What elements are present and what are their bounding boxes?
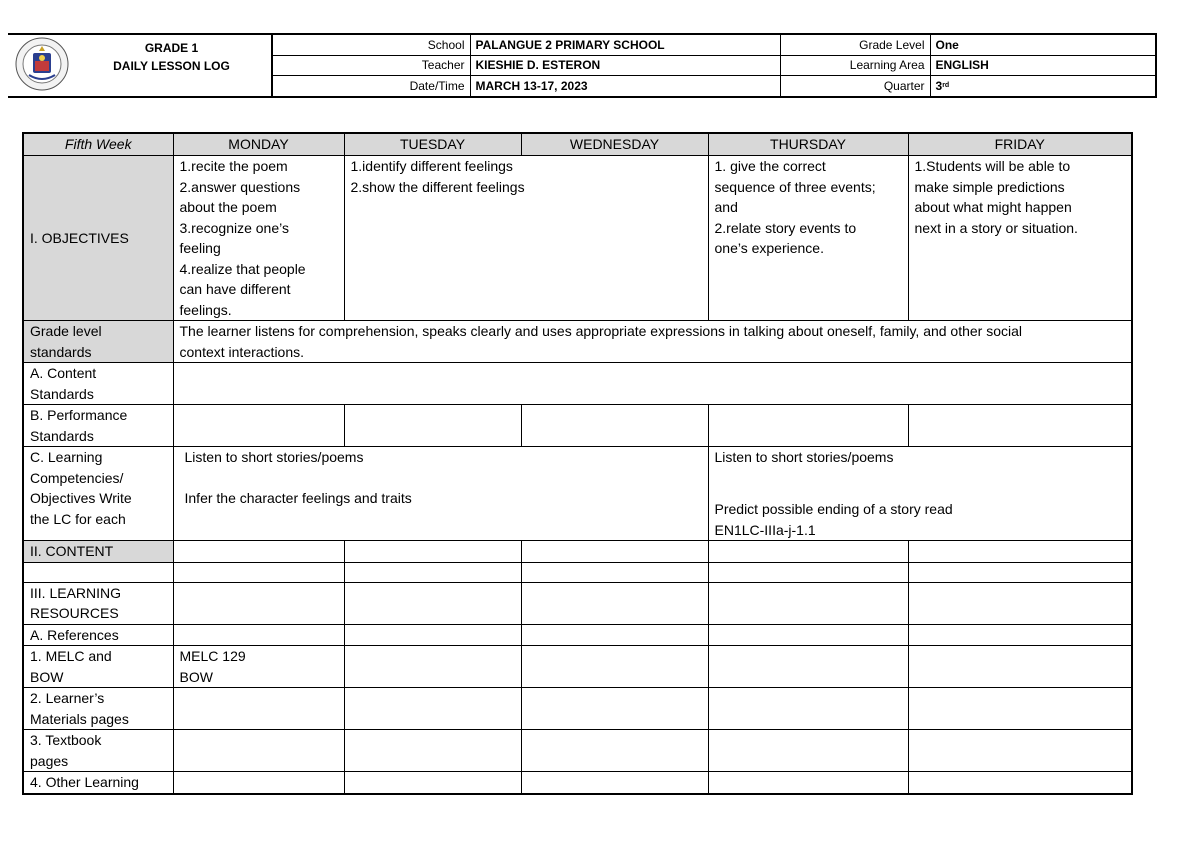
lesson-log-header	[8, 33, 1156, 95]
performance-standards-row	[23, 405, 1132, 447]
objective-line: about the poem	[179, 199, 277, 215]
content-standards-label	[23, 363, 173, 405]
melc-bow-thursday	[708, 646, 908, 688]
monday-header: MONDAY	[173, 133, 344, 156]
melc-bow-row	[23, 646, 1132, 688]
label-line: standards	[30, 343, 92, 360]
label-line: the LC for each	[30, 510, 126, 527]
materials-thursday	[708, 688, 908, 730]
label-line: pages	[30, 752, 69, 769]
quarter-suffix: rd	[942, 82, 950, 90]
wednesday-header: WEDNESDAY	[521, 133, 708, 156]
resources-tuesday	[344, 582, 521, 624]
materials-monday	[173, 688, 344, 730]
melc-bow-label	[23, 646, 173, 688]
performance-monday	[173, 405, 344, 447]
other-tuesday	[344, 772, 521, 794]
textbook-pages-label	[23, 730, 173, 772]
blank-wednesday	[521, 562, 708, 582]
grade-title: GRADE 1	[144, 40, 199, 55]
melc-bow-wednesday	[521, 646, 708, 688]
other-monday	[173, 772, 344, 794]
label-line: Competencies/	[30, 469, 124, 486]
objectives-friday	[908, 156, 1132, 321]
performance-tuesday	[344, 405, 521, 447]
learning-area-value: ENGLISH	[930, 55, 1156, 76]
grade-level-label: Grade Level	[780, 34, 930, 55]
label-line: C. Learning	[30, 449, 103, 465]
learners-materials-row	[23, 688, 1132, 730]
label-line: Materials pages	[30, 710, 129, 727]
week-header: Fifth Week	[23, 133, 173, 156]
content-tuesday	[344, 541, 521, 563]
objective-line: 1.Students will be able to	[914, 158, 1071, 174]
resources-wednesday	[521, 582, 708, 624]
references-label: A. References	[23, 624, 173, 646]
textbook-thursday	[708, 730, 908, 772]
other-learning-row	[23, 772, 1132, 794]
tuesday-header: TUESDAY	[344, 133, 521, 156]
content-monday	[173, 541, 344, 563]
competencies-thu-fri	[708, 447, 1132, 541]
competencies-mon-wed	[173, 447, 708, 541]
performance-friday	[908, 405, 1132, 447]
objective-line: 4.realize that people	[179, 260, 306, 277]
log-subtitle: DAILY LESSON LOG	[113, 58, 230, 73]
melc-line: MELC 129	[179, 648, 246, 664]
blank-tuesday	[344, 562, 521, 582]
melc-bow-friday	[908, 646, 1132, 688]
teacher-label: Teacher	[272, 55, 470, 76]
label-line: 3. Textbook	[30, 732, 102, 748]
textbook-pages-row	[23, 730, 1132, 772]
other-learning-label: 4. Other Learning	[23, 772, 173, 794]
label-line: 2. Learner’s	[30, 690, 105, 706]
label-line: Standards	[30, 385, 94, 402]
performance-thursday	[708, 405, 908, 447]
objectives-row	[23, 156, 1132, 321]
learning-competencies-row	[23, 447, 1132, 541]
objective-line: about what might happen	[914, 199, 1072, 215]
resources-monday	[173, 582, 344, 624]
objective-line: 1. give the correct	[714, 158, 826, 174]
label-line: Standards	[30, 427, 94, 444]
references-friday	[908, 624, 1132, 646]
materials-friday	[908, 688, 1132, 730]
objective-line: make simple predictions	[914, 178, 1065, 195]
melc-bow-monday	[173, 646, 344, 688]
objective-line: next in a story or situation.	[914, 219, 1078, 236]
friday-header: FRIDAY	[908, 133, 1132, 156]
datetime-label: Date/Time	[272, 76, 470, 97]
objective-line: sequence of three events;	[714, 178, 876, 195]
other-friday	[908, 772, 1132, 794]
label-line: Objectives Write	[30, 490, 132, 506]
school-value: PALANGUE 2 PRIMARY SCHOOL	[470, 34, 780, 55]
competency-line: Listen to short stories/poems	[184, 449, 364, 465]
day-header-row	[23, 133, 1132, 156]
content-wednesday	[521, 541, 708, 563]
blank-monday	[173, 562, 344, 582]
objectives-monday	[173, 156, 344, 321]
objective-line: 2.answer questions	[179, 178, 301, 195]
resources-thursday	[708, 582, 908, 624]
objectives-thursday	[708, 156, 908, 321]
materials-tuesday	[344, 688, 521, 730]
objectives-tuesday-wednesday	[344, 156, 708, 321]
label-line: Grade level	[30, 323, 102, 339]
log-title	[72, 34, 272, 97]
quarter-value	[930, 76, 1156, 97]
competency-code: EN1LC-IIIa-j-1.1	[714, 521, 816, 538]
blank-row	[23, 562, 1132, 582]
references-wednesday	[521, 624, 708, 646]
objective-line: feeling	[179, 240, 221, 256]
deped-seal-icon	[15, 37, 69, 91]
resources-friday	[908, 582, 1132, 624]
learning-competencies-label	[23, 447, 173, 541]
label-line: BOW	[30, 668, 64, 685]
content-thursday	[708, 541, 908, 563]
textbook-tuesday	[344, 730, 521, 772]
textbook-friday	[908, 730, 1132, 772]
quarter-number: 3	[935, 79, 943, 94]
grade-level-value: One	[930, 34, 1156, 55]
standards-line: The learner listens for comprehension, speaks clearly and uses appropriate expressions in talking about oneself, family, and other social	[179, 323, 1023, 339]
lesson-plan-table	[22, 132, 1133, 795]
content-row	[23, 541, 1132, 563]
thursday-header: THURSDAY	[708, 133, 908, 156]
school-label: School	[272, 34, 470, 55]
objective-line: and	[714, 199, 738, 215]
objective-line: 2.show the different feelings	[350, 178, 525, 195]
teacher-value: KIESHIE D. ESTERON	[470, 55, 780, 76]
label-line: A. Content	[30, 365, 97, 381]
competency-line: Predict possible ending of a story read	[714, 501, 953, 517]
blank-label	[23, 562, 173, 582]
learning-resources-label	[23, 582, 173, 624]
blank-thursday	[708, 562, 908, 582]
references-tuesday	[344, 624, 521, 646]
other-thursday	[708, 772, 908, 794]
other-wednesday	[521, 772, 708, 794]
performance-wednesday	[521, 405, 708, 447]
standards-line: context interactions.	[179, 343, 305, 360]
references-thursday	[708, 624, 908, 646]
label-line: RESOURCES	[30, 605, 119, 621]
content-label: II. CONTENT	[23, 541, 173, 563]
melc-bow-tuesday	[344, 646, 521, 688]
quarter-label: Quarter	[780, 76, 930, 97]
logo-cell	[8, 34, 72, 97]
datetime-value: MARCH 13-17, 2023	[470, 76, 780, 97]
objective-line: 3.recognize one’s	[179, 219, 289, 236]
learning-area-label: Learning Area	[780, 55, 930, 76]
objectives-label: I. OBJECTIVES	[23, 156, 173, 321]
materials-wednesday	[521, 688, 708, 730]
label-line: B. Performance	[30, 407, 128, 423]
content-friday	[908, 541, 1132, 563]
competency-line: Listen to short stories/poems	[714, 449, 894, 465]
objective-line: can have different	[179, 281, 291, 297]
label-line: 1. MELC and	[30, 648, 112, 664]
grade-level-standards-row	[23, 321, 1132, 363]
content-standards-value	[173, 363, 1132, 405]
objective-line: 2.relate story events to	[714, 219, 857, 236]
grade-level-standards-label	[23, 321, 173, 363]
textbook-wednesday	[521, 730, 708, 772]
references-monday	[173, 624, 344, 646]
objective-line: 1.recite the poem	[179, 158, 288, 174]
blank-friday	[908, 562, 1132, 582]
performance-standards-label	[23, 405, 173, 447]
bow-line: BOW	[179, 668, 213, 685]
objective-line: one’s experience.	[714, 240, 824, 256]
objective-line: 1.identify different feelings	[350, 158, 513, 174]
textbook-monday	[173, 730, 344, 772]
grade-level-standards-text	[173, 321, 1132, 363]
label-line: III. LEARNING	[30, 584, 122, 601]
competency-line: Infer the character feelings and traits	[184, 490, 412, 506]
learners-materials-label	[23, 688, 173, 730]
learning-resources-row	[23, 582, 1132, 624]
objective-line: feelings.	[179, 301, 232, 318]
references-row	[23, 624, 1132, 646]
content-standards-row	[23, 363, 1132, 405]
